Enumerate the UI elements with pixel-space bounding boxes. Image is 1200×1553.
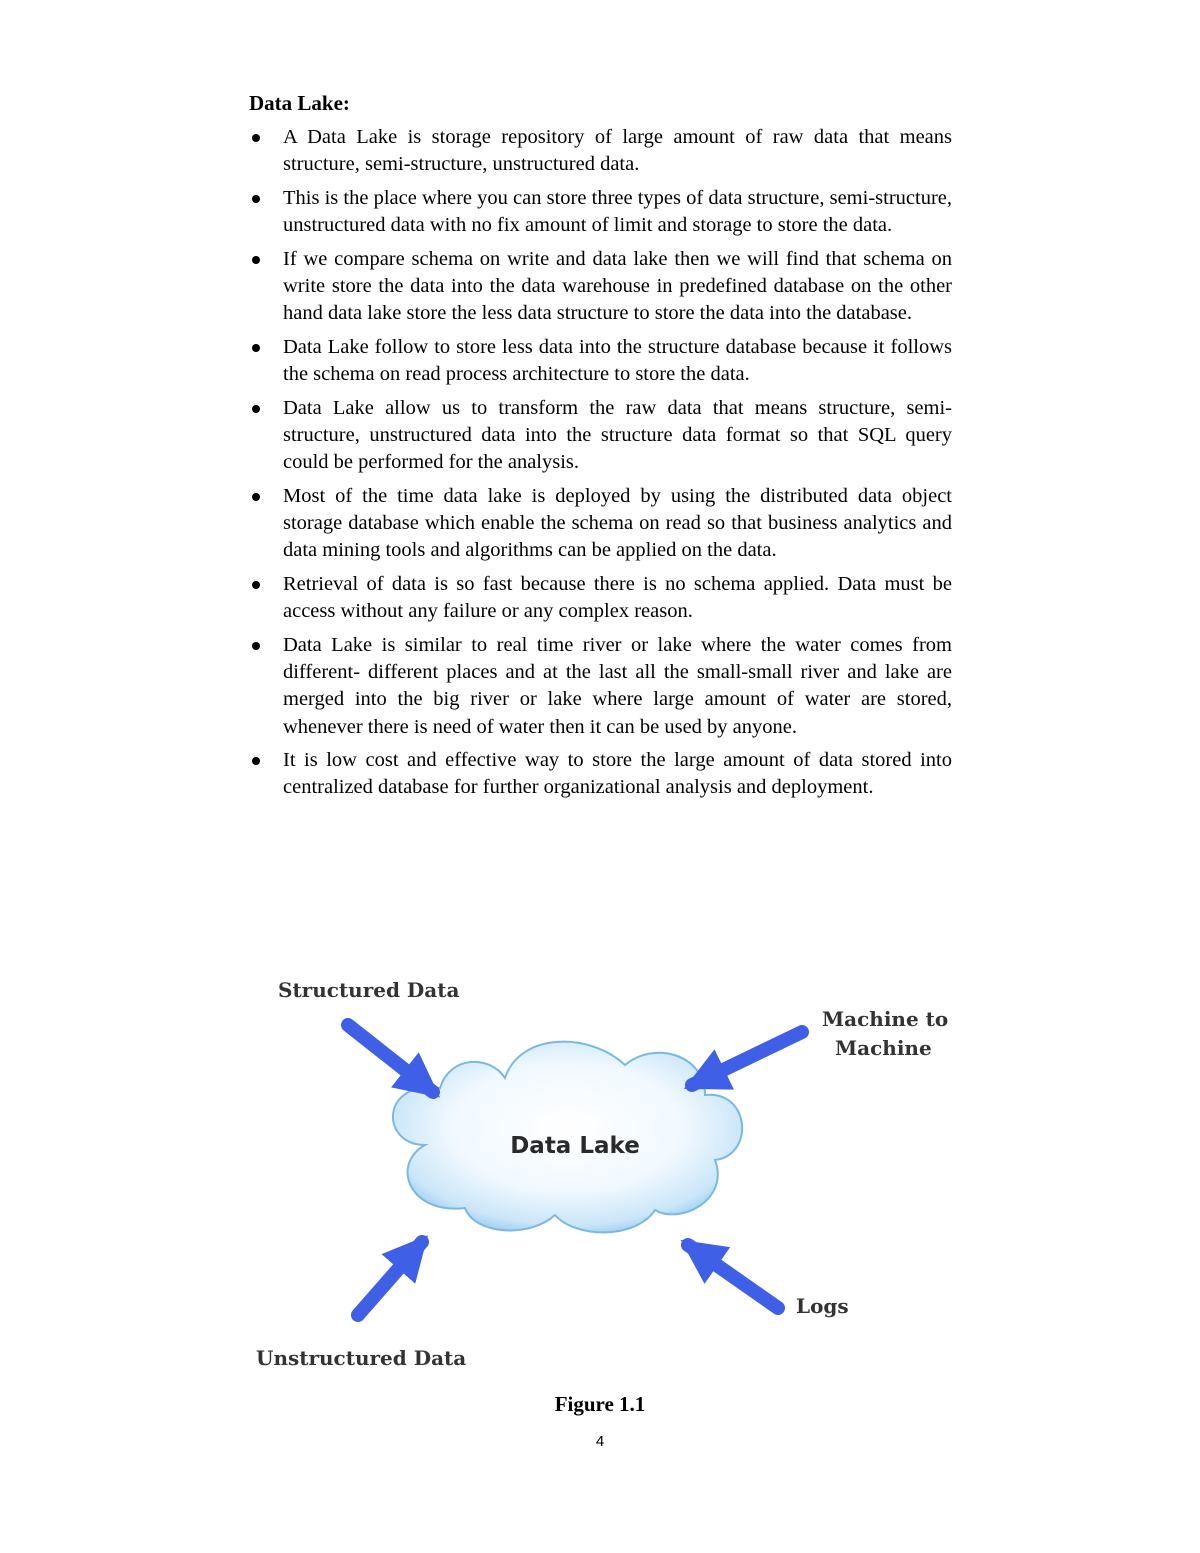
label-logs: Logs	[796, 1294, 849, 1318]
figure-caption: Figure 1.1	[554, 1392, 646, 1416]
arrow-logs	[688, 1245, 778, 1308]
label-structured-data: Structured Data	[278, 978, 460, 1002]
label-machine-line1: Machine to	[822, 1007, 949, 1031]
section-heading: Data Lake:	[249, 91, 350, 115]
bullet-list	[249, 124, 952, 808]
data-lake-figure	[250, 970, 960, 1380]
label-unstructured-data: Unstructured Data	[256, 1346, 467, 1370]
label-machine-line2: Machine	[835, 1036, 932, 1060]
bullet-item-8: Data Lake is similar to real time river or lake where the water comes from different- different places and at the last all the small-small river and lake are merged into the big river or lake where large amount of water are stored, whenever there is need of water then it can be used by anyone.	[249, 632, 952, 741]
bullet-item-5: Data Lake allow us to transform the raw data that means structure, semi-structure, unstructured data into the structure data format so that SQL query could be performed for the analysis.	[249, 395, 952, 477]
arrow-machine	[692, 1032, 802, 1085]
page-number: 4	[595, 1433, 605, 1450]
bullet-item-7: Retrieval of data is so fast because there is no schema applied. Data must be access without any failure or any complex reason.	[249, 571, 952, 625]
arrow-structured	[348, 1025, 433, 1092]
bullet-item-9: It is low cost and effective way to store the large amount of data stored into centralized database for further organizational analysis and deployment.	[249, 747, 952, 801]
bullet-item-2: This is the place where you can store three types of data structure, semi-structure, unstructured data with no fix amount of limit and storage to store the data.	[249, 185, 952, 239]
arrow-unstructured	[358, 1242, 422, 1315]
bullet-item-6: Most of the time data lake is deployed by using the distributed data object storage database which enable the schema on read so that business analytics and data mining tools and algorithms can be applied on the data.	[249, 483, 952, 565]
bullet-item-1: A Data Lake is storage repository of large amount of raw data that means structure, semi-structure, unstructured data.	[249, 124, 952, 178]
bullet-item-4: Data Lake follow to store less data into the structure database because it follows the schema on read process architecture to store the data.	[249, 334, 952, 388]
cloud-center-label: Data Lake	[510, 1133, 640, 1159]
bullet-item-3: If we compare schema on write and data lake then we will find that schema on write store the data into the data warehouse in predefined database on the other hand data lake store the less data structure to store the data into the database.	[249, 246, 952, 328]
